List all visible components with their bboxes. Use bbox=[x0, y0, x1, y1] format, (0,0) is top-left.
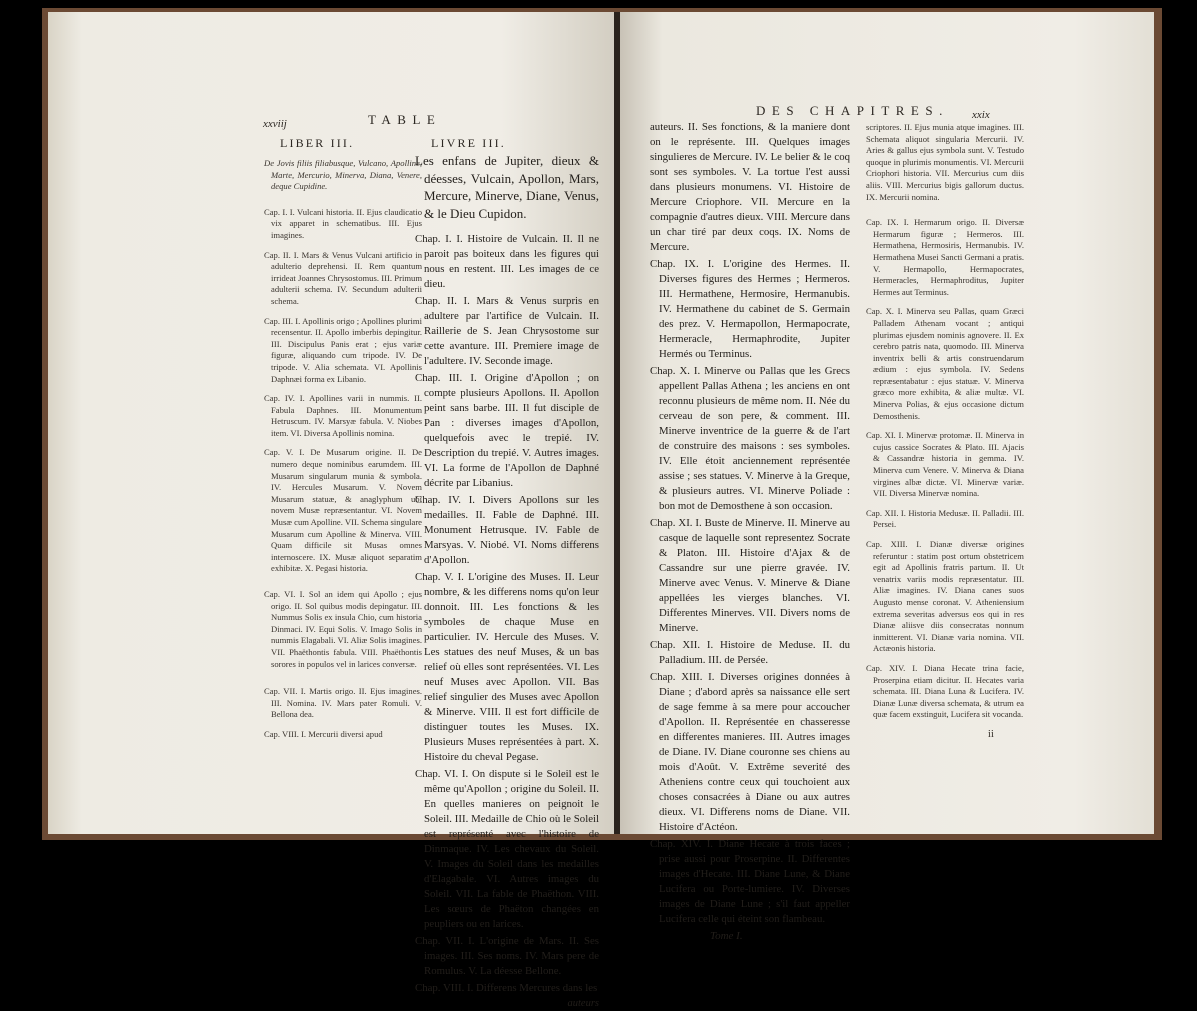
latin-entry: Cap. VI. I. Sol an idem qui Apollo ; ejus origo. II. Sol quibus modis depingatur. III. Nummus Solis ex insula Chio, cum historia Dinmaci. IV. Equi Solis. V. Imago Solis in nummis Elagabali. VI. Aliæ Solis imagines. VII. Phaëthontis fabula. VIII. Phaëthontis sorores in populos vel in larices conversæ. bbox=[264, 589, 422, 669]
volume-signature: Tome I. bbox=[710, 930, 743, 942]
french-intro: Les enfans de Jupiter, dieux & déesses, Vulcain, Apollon, Mars, Mercure, Minerve, Diane, Venus, & le Dieu Cupidon. bbox=[415, 153, 599, 221]
latin-entry: Cap. IX. I. Hermarum origo. II. Diversæ Hermarum figuræ ; Hermeros. III. Hermathena, Hermosiris, Hermanubis. IV. Hermathena Musei Sancti Germani a pratis. V. Hermapollo, Hermapocrates, Hermeracles, Hermaphroditus, Jupiter Hermes aut Terminus. bbox=[866, 217, 1024, 297]
french-entry: Chap. IV. I. Divers Apollons sur les medailles. II. Fable de Daphné. III. Monument Hetrusque. IV. Fable de Marsyas. V. Niobé. VI. Noms differens d'Apollon. bbox=[415, 494, 599, 566]
page-number-right: xxix bbox=[972, 109, 990, 121]
running-head-right: DES CHAPITRES. bbox=[756, 103, 949, 118]
french-column-right bbox=[650, 120, 850, 944]
latin-entry-continued: scriptores. II. Ejus munia atque imagines. III. Schemata aliquot singularia Mercurii. IV. Aries & gallus ejus symbola sunt. V. Testudo quoque in plurimis monumentis. VI. Mercurii Criophori historia. VII. Mercurius cum diis aliis. VIII. Mercurius bigis gallorum ductus. IX. Mercurii nomina. bbox=[866, 122, 1024, 202]
french-entry: Chap. XIV. I. Diane Hecate à trois faces ; prise aussi pour Proserpine. II. Differentes images d'Hecate. III. Diane Lune, & Diane Lucifera ou Porte-lumiere. IV. Diverses images de Diane Lune ; s'il faut appeller Lucifera celle qui éteint son flambeau. bbox=[650, 838, 850, 925]
open-book bbox=[42, 8, 1162, 1009]
french-entry: Chap. VI. I. On dispute si le Soleil est le même qu'Apollon ; origine du Soleil. II. En quelles manieres on peignoit le Soleil. III. Medaille de Chio où le Soleil est représenté avec l'histoire de Dinmaque. IV. Les chevaux du Soleil. V. Images du Soleil dans les medailles d'Elagabale. VI. Autres images du Soleil. VII. La fable de Phaëthon. VIII. Les sœurs de Phaëton changées en peupliers ou en larices. bbox=[415, 768, 599, 930]
page-number-left: xxviij bbox=[263, 118, 287, 130]
french-entry-continued: auteurs. II. Ses fonctions, & la maniere dont on le représente. III. Quelques images singulieres de Mercure. IV. Le belier & le coq sont ses symboles. V. La tortue l'est aussi dans plusieurs monumens. VI. Histoire de Mercure Criophore. VII. Mercure en la compagnie d'autres dieux. VIII. Mercure dans un char tiré par deux coqs. IX. Noms de Mercure. bbox=[650, 121, 850, 253]
latin-column-right bbox=[866, 122, 1024, 741]
latin-entry: Cap. VIII. I. Mercurii diversi apud bbox=[264, 728, 383, 739]
latin-entry: Cap. XIII. I. Dianæ diversæ origines referuntur : statim post ortum obstetricem egit ad Apollinis fratris partum. II. Ut venatrix variis modis repræsentatur. III. Aliæ imagines. IV. Diana canes suos Augusto mense coronat. V. Atheniensium extrema severitas adversus eos qui in res Dianæ aliisve diis consecratas nonnum inmitterent. VI. Dianæ varia nomina. VII. Actæonis historia. bbox=[866, 539, 1024, 654]
latin-entry: Cap. X. I. Minerva seu Pallas, quam Græci Palladem Athenam vocant ; antiqui plurimas ejusdem nominis agnovere. II. Ex cerebro patris nata, quomodo. III. Minerva inventrix belli & artis construendarum ædium : ejus symbola. IV. Sedens repræsentabatur : ejus statuæ. V. Minerva græco more exhibita, & aliæ multæ. VI. Minerva Polias, & ejus occasione dictum Demosthenis. bbox=[866, 306, 1024, 421]
french-entry: Chap. X. I. Minerve ou Pallas que les Grecs appellent Pallas Athena ; les anciens en ont reconnu plusieurs de même nom. II. Née du cerveau de son pere, & comment. III. Minerve inventrice de la guerre & de l'art de construire des maisons : ses symboles. IV. Elle étoit anciennement représentée assise ; ses statues. V. Minerve à la Greque, & plusieurs autres. VI. Minerve Poliade : bon mot de Demosthene à son occasion. bbox=[650, 365, 850, 512]
latin-entry: Cap. XII. I. Historia Medusæ. II. Palladii. III. Persei. bbox=[866, 507, 1024, 530]
french-column-heading: LIVRE III. bbox=[431, 136, 506, 150]
french-entry: Chap. IX. I. L'origine des Hermes. II. Diverses figures des Hermes ; Hermeros. III. Hermathene, Hermosire, Hermanubis. IV. Hermathene du cabinet de S. Germain des prez. V. Hermapollon, Hermapocrate, Hermeracle, Hermaphrodite, Jupiter Hermés ou Terminus. bbox=[650, 258, 850, 360]
french-entry: Chap. V. I. L'origine des Muses. II. Leur nombre, & les differens noms qu'on leur donnoit. III. Les fonctions & les symboles de chaque Muse en particulier. IV. Hercule des Muses. V. Les statues des neuf Muses, & un bas relief où elles sont représentées. VI. Les neuf Muses avec Apollon. VII. Bas relief singulier des Muses avec Apollon & Minerve. VIII. Il est fort difficile de distinguer toutes les Muses. IX. Plusieurs Muses représentées à part. X. Histoire du cheval Pegase. bbox=[415, 571, 599, 763]
latin-column bbox=[264, 158, 422, 749]
latin-entry: Cap. VII. I. Martis origo. II. Ejus imagines. III. Nomina. IV. Mars pater Romuli. V. Bellona dea. bbox=[264, 686, 422, 720]
latin-entry: Cap. XI. I. Minervæ protomæ. II. Minerva in cujus cassice Socrates & Plato. III. Ajacis & Cassandræ historia in gemma. IV. Minerva cum Venere. V. Minerva & Diana virgines albæ dictæ. VI. Minervæ variæ. VII. Diversa Minervæ nomina. bbox=[866, 430, 1024, 499]
french-entry: Chap. VII. I. L'origine de Mars. II. Ses images. III. Ses noms. IV. Mars pere de Romulus. V. La déesse Bellone. bbox=[415, 935, 599, 977]
french-entry: Chap. III. I. Origine d'Apollon ; on compte plusieurs Apollons. II. Apollon peint sans barbe. III. Il fut disciple de Pan : diverses images d'Apollon, quelquefois avec le trepié. IV. Description du trepié. V. Autres images. VI. La forme de l'Apollon de Daphné décrite par Libanius. bbox=[415, 372, 599, 489]
latin-intro: De Jovis filiis filiabusque, Vulcano, Apolline, Marte, Mercurio, Minerva, Diana, Venere, deque Cupidine. bbox=[264, 158, 422, 192]
french-entry: Chap. II. I. Mars & Venus surpris en adultere par l'artifice de Vulcain. II. Raillerie de S. Jean Chrysostome sur cette avanture. III. Premiere image de l'adultere. IV. Seconde image. bbox=[415, 295, 599, 367]
catchword: auteurs bbox=[567, 998, 599, 1009]
latin-entry: Cap. I. I. Vulcani historia. II. Ejus claudicatio vix apparet in schematibus. III. Ejus imagines. bbox=[264, 206, 422, 240]
left-page bbox=[48, 12, 614, 1009]
french-column bbox=[415, 152, 599, 1011]
french-entry: Chap. VIII. I. Differens Mercures dans les bbox=[415, 982, 598, 994]
signature-mark: ii bbox=[987, 727, 994, 740]
french-entry: Chap. XI. I. Buste de Minerve. II. Minerve au casque de laquelle sont representez Socrate & Platon. III. Histoire d'Ajax & de Cassandre sur une pierre gravée. IV. Minerve avec Venus. V. Minerve & Diane appellées les vierges blanches. VI. Differentes Minerves. VII. Divers noms de Minerve. bbox=[650, 517, 850, 634]
latin-entry: Cap. II. I. Mars & Venus Vulcani artificio in adulterio deprehensi. II. Rem quantum irrideat Joannes Chrysostomus. III. Primum adulterii schema. IV. Secundum adulterii schema. bbox=[264, 249, 422, 306]
french-entry: Chap. XIII. I. Diverses origines données à Diane ; d'abord après sa naissance elle sert de sage femme à sa mere pour accoucher d'Apollon. II. Représentée en chasseresse en differentes manieres. III. Autres images de Diane. IV. Diane couronne ses chiens au mois d'Août. V. Extrême severité des Atheniens contre ceux qui touchoient aux choses consacrées à Diane ou aux autres dieux. VI. Differens noms de Diane. VII. Histoire d'Actéon. bbox=[650, 671, 850, 833]
right-page bbox=[620, 12, 1154, 942]
french-entry: Chap. I. I. Histoire de Vulcain. II. Il ne paroit pas boiteux dans les figures qui nous en restent. III. Les images de ce dieu. bbox=[415, 233, 599, 290]
running-head-left: TABLE bbox=[368, 112, 442, 127]
latin-entry: Cap. XIV. I. Diana Hecate trina facie, Proserpina etiam dicitur. II. Hecates varia schemata. III. Diana Luna & Lucifera. IV. Dianæ Lunæ diversa schemata, & utrum ea quæ facem exstinguit, Lucifera sit vocanda. bbox=[866, 662, 1024, 720]
latin-column-heading: LIBER III. bbox=[280, 136, 355, 150]
latin-entry: Cap. IV. I. Apollines varii in nummis. II. Fabula Daphnes. III. Monumentum Hetruscum. IV. Marsyæ fabula. V. Niobes item. VI. Diversa Apollinis nomina. bbox=[264, 393, 422, 438]
latin-entry: Cap. V. I. De Musarum origine. II. De numero deque nominibus earumdem. III. Musarum singularum munia & symbola. IV. Hercules Musarum. V. Novem Musarum statuæ, & anaglyphum ubi novem Musæ repræsentantur. VI. Novem Musæ cum Apolline. VII. Schema singulare Musarum cum Apolline & Minerva. VIII. Quam difficile sit Musas omnes internoscere. IX. Musæ aliquot separatim exhibitæ. X. Pegasi historia. bbox=[264, 447, 422, 574]
latin-entry: Cap. III. I. Apollinis origo ; Apollines plurimi recensentur. II. Apollo imberbis depingitur. III. Discipulus Panis erat ; ejus variæ figuræ, aliquando cum tripode. IV. De tripode. V. Alia schemata. VI. Apollinis Daphnæi forma ex Libanio. bbox=[264, 315, 422, 384]
french-entry: Chap. XII. I. Histoire de Meduse. II. du Palladium. III. de Persée. bbox=[650, 639, 850, 666]
